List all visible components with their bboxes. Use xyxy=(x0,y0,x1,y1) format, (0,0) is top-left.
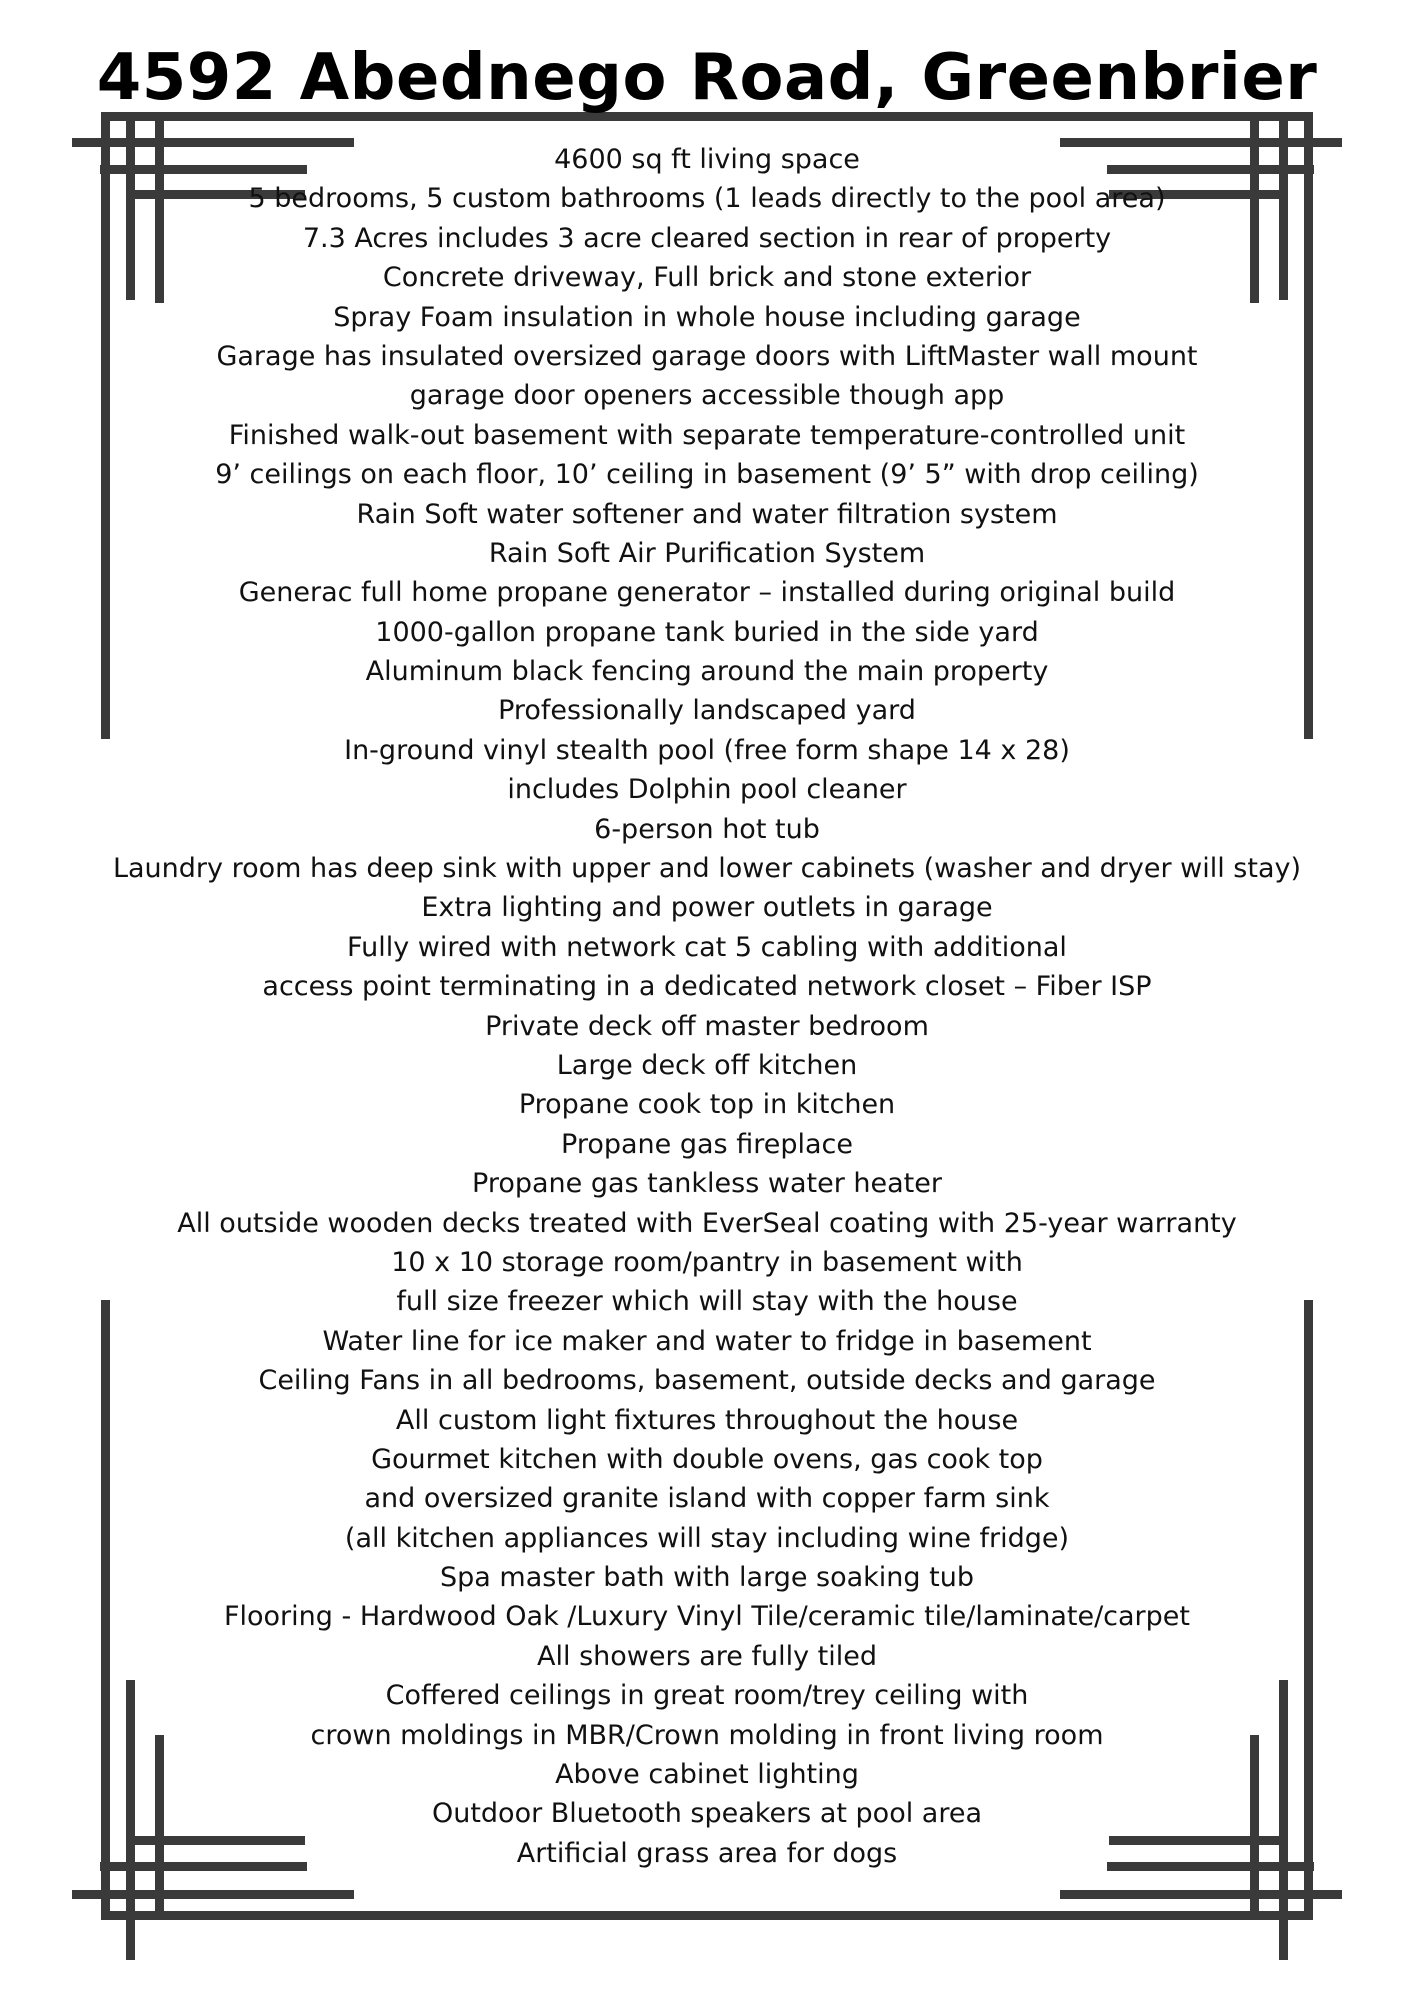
feature-item: garage door openers accessible though app xyxy=(409,380,1005,412)
feature-item: Propane cook top in kitchen xyxy=(518,1089,896,1121)
page-title: 4592 Abednego Road, Greenbrier xyxy=(96,41,1318,115)
feature-item: crown moldings in MBR/Crown molding in front living room xyxy=(310,1719,1104,1751)
feature-item: Laundry room has deep sink with upper and lower cabinets (washer and dryer will stay) xyxy=(112,853,1302,885)
feature-item: 4600 sq ft living space xyxy=(554,144,860,175)
feature-item: Professionally landscaped yard xyxy=(498,695,916,727)
feature-item: (all kitchen appliances will stay including wine fridge) xyxy=(344,1522,1070,1554)
feature-item: Garage has insulated oversized garage doors with LiftMaster wall mount xyxy=(216,340,1198,372)
feature-item: Ceiling Fans in all bedrooms, basement, outside decks and garage xyxy=(258,1365,1156,1397)
feature-item: includes Dolphin pool cleaner xyxy=(507,774,907,806)
feature-item: Propane gas tankless water heater xyxy=(472,1168,942,1200)
feature-item: 10 x 10 storage room/pantry in basement with xyxy=(391,1246,1023,1278)
feature-item: All custom light fixtures throughout the house xyxy=(395,1404,1019,1436)
feature-list xyxy=(0,140,1414,1873)
feature-item: Private deck off master bedroom xyxy=(485,1010,929,1042)
feature-item: and oversized granite island with copper farm sink xyxy=(364,1483,1050,1515)
feature-item: 5 bedrooms, 5 custom bathrooms (1 leads directly to the pool area) xyxy=(248,183,1166,215)
feature-item: 1000-gallon propane tank buried in the side yard xyxy=(375,616,1039,648)
feature-item: Spa master bath with large soaking tub xyxy=(440,1562,974,1594)
feature-item: Artificial grass area for dogs xyxy=(516,1837,898,1869)
feature-item: Extra lighting and power outlets in garage xyxy=(421,892,993,924)
feature-item: Above cabinet lighting xyxy=(555,1759,859,1791)
feature-item: 7.3 Acres includes 3 acre cleared section in rear of property xyxy=(302,222,1112,254)
feature-item: Coffered ceilings in great room/trey ceiling with xyxy=(385,1680,1029,1712)
feature-item: full size freezer which will stay with the house xyxy=(396,1286,1018,1318)
feature-item: Water line for ice maker and water to fridge in basement xyxy=(322,1325,1092,1357)
frame-bar xyxy=(1060,1890,1342,1899)
frame-bar xyxy=(101,1911,1313,1920)
feature-item: 6-person hot tub xyxy=(594,813,820,845)
feature-item: Aluminum black fencing around the main property xyxy=(365,656,1049,688)
feature-item: 9’ ceilings on each floor, 10’ ceiling in basement (9’ 5” with drop ceiling) xyxy=(215,459,1199,491)
feature-item: Flooring - Hardwood Oak /Luxury Vinyl Tile/ceramic tile/laminate/carpet xyxy=(223,1601,1190,1633)
feature-item: All outside wooden decks treated with EverSeal coating with 25-year warranty xyxy=(177,1207,1237,1239)
feature-item: Outdoor Bluetooth speakers at pool area xyxy=(431,1798,983,1830)
feature-item: In-ground vinyl stealth pool (free form shape 14 x 28) xyxy=(344,734,1070,766)
feature-item: access point terminating in a dedicated network closet – Fiber ISP xyxy=(262,971,1152,1003)
feature-item: Propane gas fireplace xyxy=(561,1128,853,1160)
feature-item: Spray Foam insulation in whole house including garage xyxy=(333,301,1081,333)
feature-item: Fully wired with network cat 5 cabling with additional xyxy=(347,931,1067,963)
feature-item: Concrete driveway, Full brick and stone exterior xyxy=(382,262,1032,294)
feature-item: Large deck off kitchen xyxy=(556,1049,858,1081)
frame-bar xyxy=(72,1890,354,1899)
feature-item: Generac full home propane generator – installed during original build xyxy=(238,577,1176,609)
feature-item: Rain Soft Air Purification System xyxy=(488,537,926,569)
feature-item: Finished walk-out basement with separate temperature-controlled unit xyxy=(228,419,1186,451)
feature-item: Rain Soft water softener and water filtration system xyxy=(356,498,1058,530)
feature-item: All showers are fully tiled xyxy=(537,1640,877,1672)
feature-item: Gourmet kitchen with double ovens, gas cook top xyxy=(371,1443,1043,1475)
